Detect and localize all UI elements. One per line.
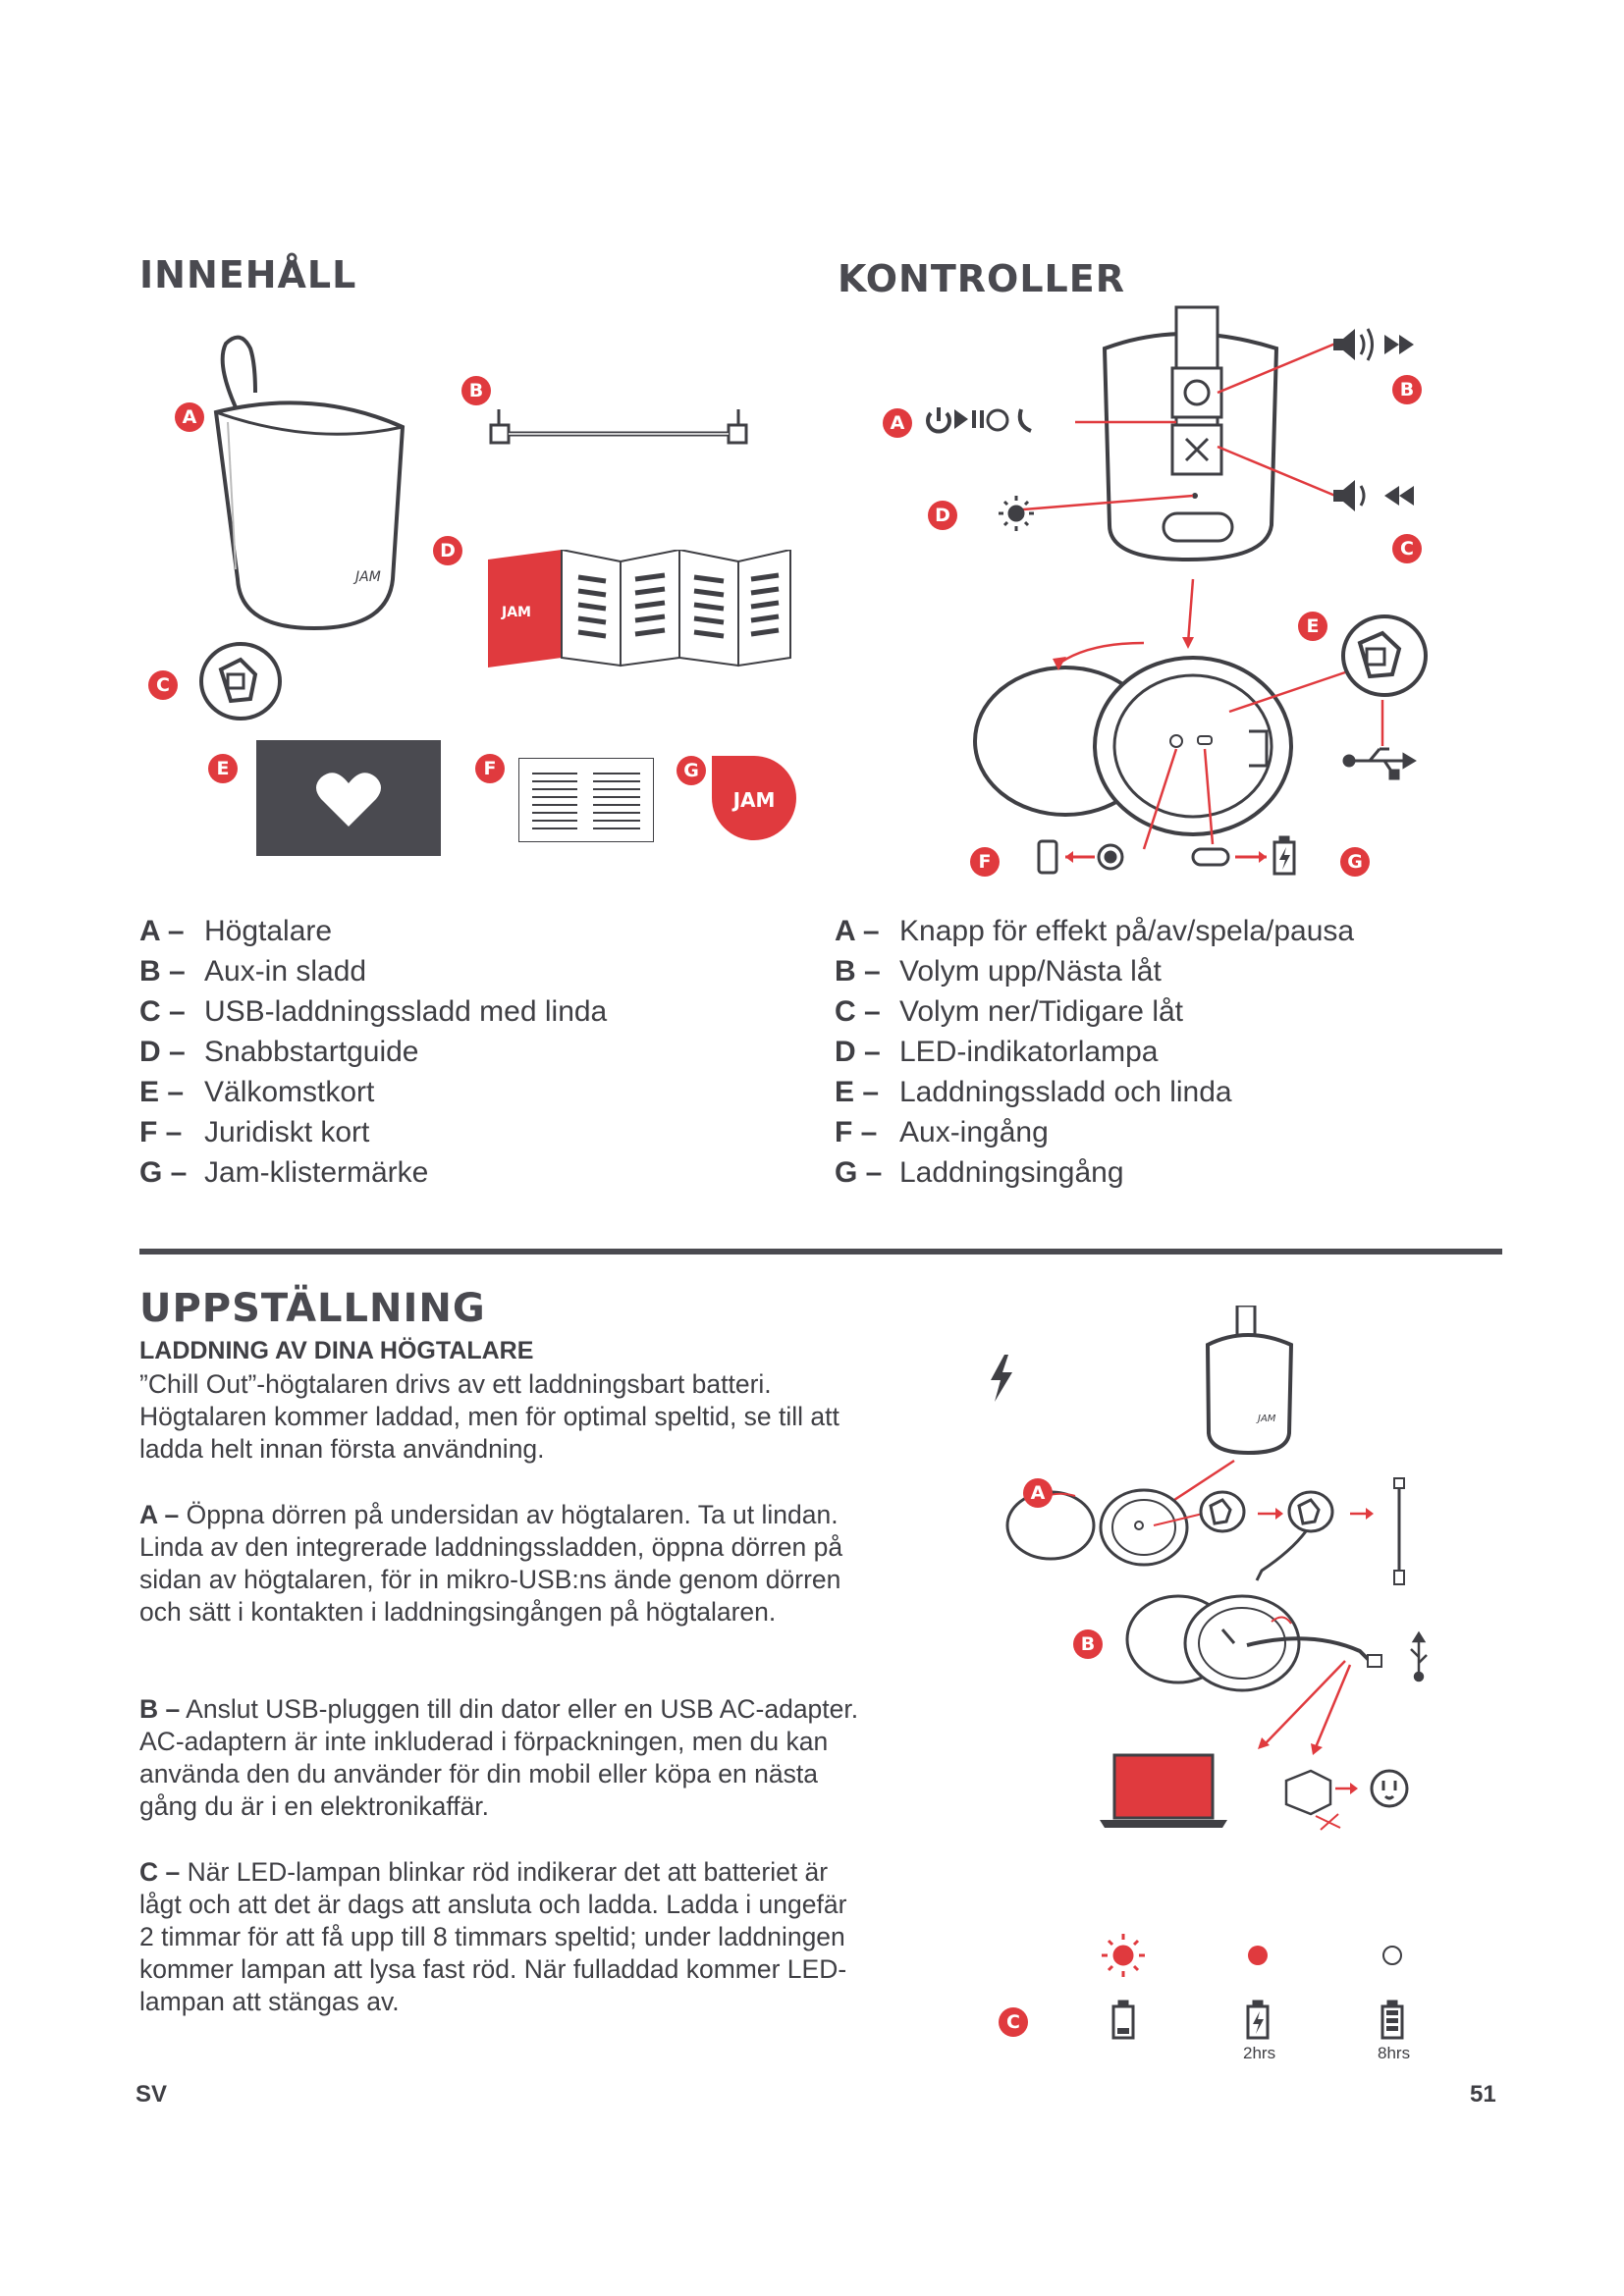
- battery-charging-icon: [1248, 2002, 1268, 2038]
- jam-logo: JAM: [732, 788, 776, 812]
- usb-icon: [1344, 749, 1414, 778]
- svg-text:JAM: JAM: [502, 605, 531, 620]
- controls-heading: KONTROLLER: [838, 257, 1125, 300]
- badge-d: D: [433, 536, 462, 565]
- controls-bottom-illustration: [972, 574, 1434, 879]
- aux-cable-illustration: [481, 407, 756, 456]
- setup-step-a: A – Öppna dörren på undersidan av högtalaren. Ta ut lindan. Linda av den integrerade laddningssladden, öppna dörren på sidan av högtalaren, för in mikro-USB:ns ände genom dörren och sätt i kontakten i laddningsingången på högtalaren.: [139, 1500, 843, 1627]
- badge-setup-b: B: [1073, 1629, 1103, 1659]
- legend-item: F – Juridiskt kort: [139, 1116, 370, 1148]
- led-off-icon: [1383, 1947, 1401, 1964]
- led-solid-icon: [1248, 1946, 1268, 1965]
- jam-sticker-illustration: [712, 756, 796, 840]
- setup-charging-illustration: [977, 1306, 1438, 1855]
- badge-setup-c: C: [999, 2007, 1028, 2037]
- charge-time-8hrs: 8hrs: [1378, 2044, 1411, 2062]
- setup-subheading: LADDNING AV DINA HÖGTALARE: [139, 1337, 534, 1364]
- contents-heading: INNEHÅLL: [139, 253, 357, 296]
- legend-item: B – Aux-in sladd: [139, 955, 367, 988]
- legend-item: C – USB-laddningssladd med linda: [139, 995, 608, 1028]
- led-blinking-icon: [1102, 1934, 1145, 1977]
- legend-item: E – Laddningssladd och linda: [835, 1076, 1232, 1108]
- badge-e: E: [208, 754, 238, 783]
- laptop-icon: [1114, 1755, 1213, 1818]
- charging-port-battery-icon: [1193, 837, 1294, 874]
- badge-controls-a: A: [883, 408, 912, 438]
- svg-text:JAM: JAM: [1258, 1414, 1276, 1424]
- legend-item: D – LED-indikatorlampa: [835, 1036, 1159, 1068]
- led-states-illustration: [1090, 1924, 1424, 2042]
- outlet-icon: [1372, 1771, 1407, 1806]
- legend-item: A – Högtalare: [139, 915, 333, 947]
- charge-time-2hrs: 2hrs: [1243, 2044, 1276, 2062]
- badge-g: G: [677, 756, 706, 785]
- footer-language: SV: [135, 2081, 168, 2108]
- badge-controls-e: E: [1298, 612, 1327, 641]
- badge-controls-f: F: [970, 847, 1000, 877]
- setup-intro: ”Chill Out”-högtalaren drivs av ett laddningsbart batteri. Högtalaren kommer laddad, men för optimal speltid, se till att ladda helt innan första användning.: [139, 1369, 839, 1464]
- welcome-card-illustration: [256, 740, 441, 856]
- badge-a: A: [175, 402, 204, 432]
- setup-step-b: B – Anslut USB-pluggen till din dator eller en USB AC-adapter. AC-adaptern är inte inkluderad i förpackningen, men du kan använda den du använder för din mobil eller köpa en nästa gång du är i en elektronikaffär.: [139, 1694, 859, 1821]
- legend-item: F – Aux-ingång: [835, 1116, 1049, 1148]
- badge-controls-g: G: [1340, 847, 1370, 877]
- contents-legend: [139, 911, 607, 1193]
- svg-text:JAM: JAM: [355, 569, 381, 585]
- badge-setup-a: A: [1023, 1478, 1053, 1508]
- quick-start-guide-illustration: [488, 550, 792, 667]
- controls-top-illustration: [864, 299, 1434, 579]
- footer-page-number: 51: [1470, 2081, 1496, 2108]
- section-divider: [139, 1249, 1502, 1255]
- legend-item: B – Volym upp/Nästa låt: [835, 955, 1162, 988]
- legend-item: E – Välkomstkort: [139, 1076, 375, 1108]
- phone-aux-icon: [1039, 841, 1122, 873]
- legend-item: G – Jam-klistermärke: [139, 1156, 429, 1189]
- badge-controls-d: D: [928, 501, 957, 530]
- battery-low-icon: [1113, 2002, 1133, 2038]
- led-icon: [999, 496, 1034, 531]
- legend-item: D – Snabbstartguide: [139, 1036, 419, 1068]
- legal-card-illustration: [518, 758, 654, 842]
- usb-cable-winder-illustration: [196, 640, 285, 723]
- lightning-icon: [991, 1355, 1012, 1402]
- volume-down-previous-icon: [1333, 480, 1414, 511]
- setup-heading: UPPSTÄLLNING: [139, 1286, 486, 1331]
- badge-controls-c: C: [1392, 534, 1422, 563]
- speaker-illustration: [196, 334, 432, 638]
- power-play-pause-icon: [928, 407, 1031, 432]
- badge-c: C: [148, 670, 178, 700]
- badge-f: F: [475, 754, 505, 783]
- legend-item: C – Volym ner/Tidigare låt: [835, 995, 1184, 1028]
- badge-controls-b: B: [1392, 375, 1422, 404]
- volume-up-next-icon: [1333, 329, 1414, 360]
- legend-item: G – Laddningsingång: [835, 1156, 1124, 1189]
- legend-item: A – Knapp för effekt på/av/spela/pausa: [835, 915, 1355, 947]
- badge-b: B: [461, 376, 491, 405]
- controls-legend: [835, 911, 1354, 1193]
- setup-step-c: C – När LED-lampan blinkar röd indikerar det att batteriet är lågt och att det är dags att ansluta och ladda. Ladda i ungefär 2 timmar för att få upp till 8 timmars speltid; under laddningen kommer lampan att lysa fast röd. När fulladdad kommer LED-lampan att stängas av.: [139, 1857, 847, 2016]
- battery-full-icon: [1382, 2002, 1402, 2038]
- ac-adapter-icon: [1286, 1771, 1330, 1814]
